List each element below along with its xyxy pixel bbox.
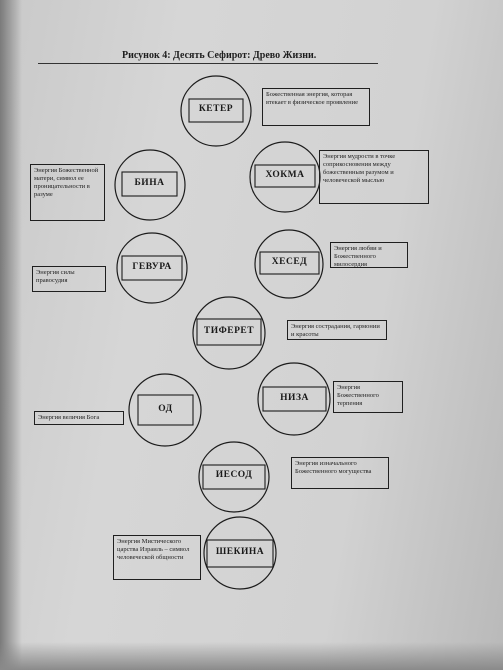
niza-note: Энергия Божественного терпения [333, 381, 403, 413]
figure-title: Рисунок 4: Десять Сефирот: Древо Жизни. [122, 50, 317, 61]
gevura-note: Энергия силы правосудия [32, 266, 106, 292]
hokhma-label: ХОКМА [265, 170, 305, 180]
hesed-label: ХЕСЕД [271, 257, 308, 267]
iesod-note: Энергия изначального Божественного могущества [291, 457, 389, 489]
tiferet-note: Энергия сострадания, гармонии и красоты [287, 320, 387, 340]
keter-label: КЕТЕР [198, 104, 234, 114]
hesed-note: Энергия любви и Божественного милосердия [330, 242, 408, 268]
keter-note: Божественная энергия, которая втекает в физическое проявление [262, 88, 370, 126]
hokhma-note: Энергия мудрости в точке соприкосновения между божественным разумом и человеческой мыслью [319, 150, 429, 204]
iesod-label: ИЕСОД [215, 470, 253, 480]
od-label: ОД [158, 404, 173, 414]
bina-label: БИНА [134, 178, 165, 188]
shekina-label: ШЕКИНА [215, 547, 265, 557]
od-note: Энергия величия Бога [34, 411, 124, 425]
tiferet-label: ТИФЕРЕТ [203, 326, 255, 336]
niza-label: НИЗА [280, 393, 309, 403]
gevura-label: ГЕВУРА [132, 262, 172, 272]
shekina-note: Энергия Мистического царства Израиль – символ человеческой общности [113, 535, 201, 580]
bina-note: Энергия Божественной матери, символ ее проницательности в разуме [30, 164, 105, 221]
